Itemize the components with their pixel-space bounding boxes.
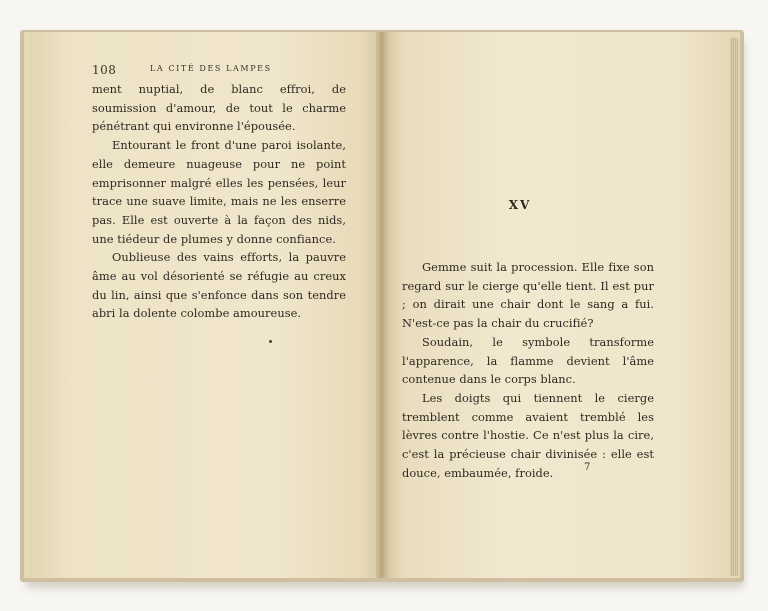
page-number: 108 [92,63,117,77]
chapter-heading: XV [508,198,532,212]
right-page-body [402,258,654,482]
paragraph: Soudain, le symbole transforme l'apparence, la flamme devient l'âme contenue dans le corps blanc. [402,334,654,387]
paragraph: ment nuptial, de blanc effroi, de soumission d'amour, de tout le charme pénétrant qui environne l'épousée. [92,82,346,134]
signature-mark: 7 [584,462,591,473]
paragraph: Gemme suit la procession. Elle fixe son regard sur le cierge qu'elle tient. Il est pur ; on dirait une chair dont le sang a fui. N'est-ce pas la chair du crucifié? [402,260,654,331]
paragraph: Entourant le front d'une paroi isolante, elle demeure nuageuse pour ne point emprisonner malgré elles les pensées, leur trace une suave limite, mais ne les enserre pas. Elle est ouverte à la façon des nids, une tiédeur de plumes y donne confiance. [92,138,346,246]
paper-speck [269,340,272,343]
page-fore-edge [730,38,738,576]
paragraph: Oublieuse des vains efforts, la pauvre âme au vol désorienté se réfugie au creux du lin, ainsi que s'enfonce dans son tendre abri la dolente colombe amoureuse. [92,250,346,321]
running-head: LA CITÉ DES LAMPES [150,64,272,73]
left-page-body [92,80,346,323]
paragraph: Les doigts qui tiennent le cierge tremblent comme avaient tremblé les lèvres contre l'hostie. Ce n'est plus la cire, c'est la précieuse chair divinisée : elle est douce, embaumée, froide. [402,390,654,480]
book-gutter [376,32,390,578]
